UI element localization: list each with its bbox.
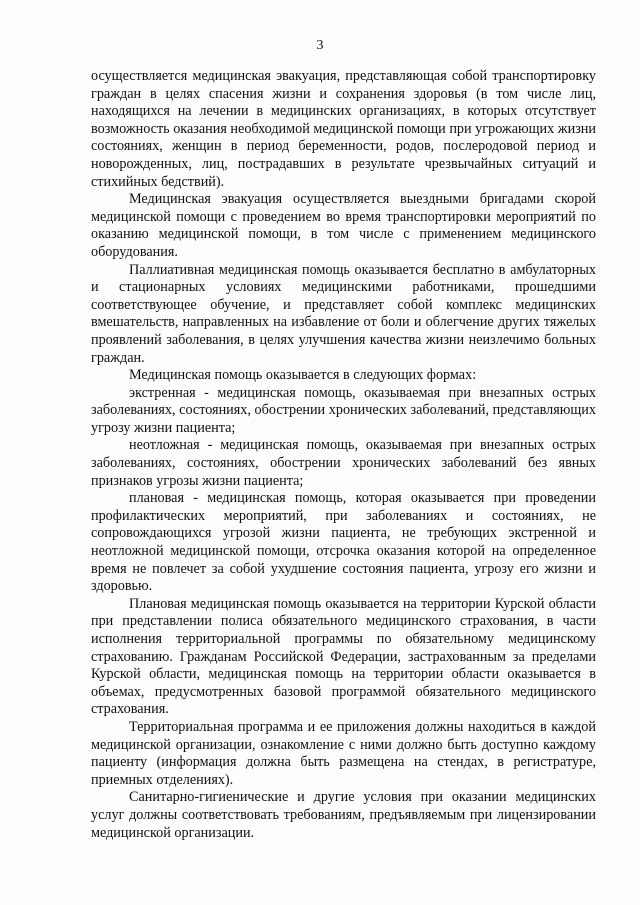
paragraph-form-planned: плановая - медицинская помощь, которая оказывается при проведении профилактических мероприятий, при заболеваниях и состояниях, не сопровождающихся угрозой жизни пациента, не требующих экстренной и неотложной медицинской помощи, отсрочка оказания которой на определенное время не повлечет за собой ухудшение состояния пациента, угрозу его жизни и здоровью.	[91, 490, 596, 595]
paragraph-evacuation-definition: осуществляется медицинская эвакуация, представляющая собой транспортировку граждан в целях спасения жизни и сохранения здоровья (в том числе лиц, находящихся на лечении в медицинских организациях, в которых отсутствует возможность оказания необходимой медицинской помощи при угрожающих жизни состояниях, женщин в период беременности, родов, послеродовой период и новорожденных, лиц, пострадавших в результате чрезвычайных ситуаций и стихийных бедствий).	[91, 68, 596, 190]
paragraph-sanitary-conditions: Санитарно-гигиенические и другие условия при оказании медицинских услуг должны соответствовать требованиям, предъявляемым при лицензировании медицинской организации.	[91, 789, 596, 841]
paragraph-form-emergency: экстренная - медицинская помощь, оказываемая при внезапных острых заболеваниях, состояниях, обострении хронических заболеваний, представляющих угрозу жизни пациента;	[91, 384, 596, 436]
paragraph-planned-care-territory: Плановая медицинская помощь оказывается на территории Курской области при представлении полиса обязательного медицинского страхования, в части исполнения территориальной программы по обязательному медицинскому страхованию. Гражданам Российской Федерации, застрахованным за пределами Курской области, медицинская помощь на территории области оказывается в объемах, предусмотренных базовой программой обязательного медицинского страхования.	[91, 595, 596, 718]
paragraph-program-availability: Территориальная программа и ее приложения должны находиться в каждой медицинской организации, ознакомление с ними должно быть доступно каждому пациенту (информация должна быть размещена на стендах, в регистратуре, приемных отделениях).	[91, 718, 596, 788]
paragraph-care-forms-intro: Медицинская помощь оказывается в следующих формах:	[129, 367, 477, 384]
document-body	[91, 68, 596, 842]
page-number: 3	[316, 38, 324, 53]
paragraph-palliative-care: Паллиативная медицинская помощь оказывается бесплатно в амбулаторных и стационарных условиях медицинскими работниками, прошедшими соответствующее обучение, и представляет собой комплекс медицинских вмешательств, направленных на избавление от боли и облегчение других тяжелых проявлений заболевания, в целях улучшения качества жизни неизлечимо больных граждан.	[91, 261, 596, 366]
paragraph-evacuation-brigades: Медицинская эвакуация осуществляется выездными бригадами скорой медицинской помощи с проведением во время транспортировки мероприятий по оказанию медицинской помощи, в том числе с применением медицинского оборудования.	[91, 191, 596, 260]
paragraph-form-urgent: неотложная - медицинская помощь, оказываемая при внезапных острых заболеваниях, состояниях, обострении хронических заболеваний без явных признаков угрозы жизни пациента;	[91, 437, 596, 489]
